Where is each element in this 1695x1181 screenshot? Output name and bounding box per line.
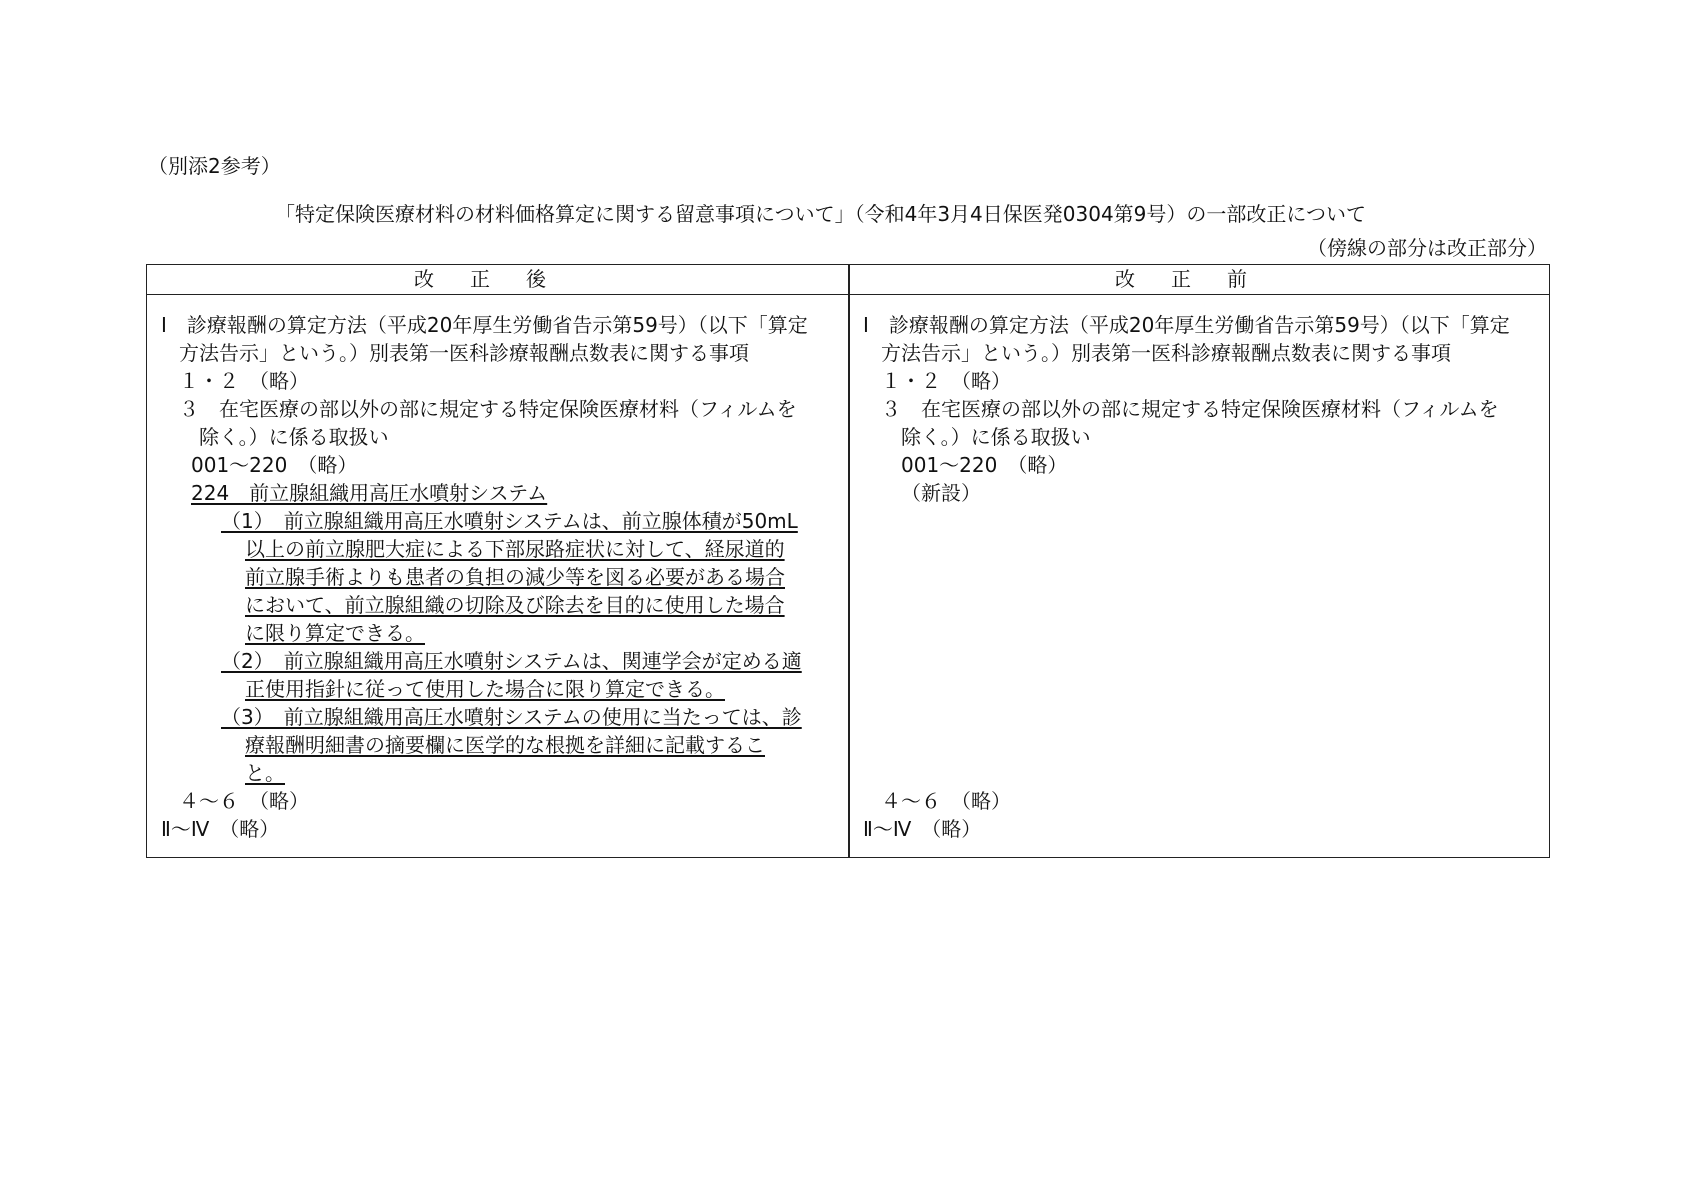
- column-header-after: 改正後: [414, 267, 582, 291]
- after-line-12: に限り算定できる。: [245, 621, 425, 645]
- before-line-19: Ⅱ～Ⅳ （略）: [863, 817, 982, 841]
- after-line-6: 001～220 （略）: [191, 453, 358, 477]
- after-line-4: ３ 在宅医療の部以外の部に規定する特定保険医療材料（フィルムを: [179, 397, 797, 421]
- before-line-5: 除く。）に係る取扱い: [901, 425, 1091, 449]
- after-line-1: Ⅰ 診療報酬の算定方法（平成20年厚生労働省告示第59号）（以下「算定: [161, 313, 808, 337]
- after-line-11: において、前立腺組織の切除及び除去を目的に使用した場合: [245, 593, 785, 617]
- after-line-15: （3） 前立腺組織用高圧水噴射システムの使用に当たっては、診: [221, 705, 802, 729]
- after-line-16: 療報酬明細書の摘要欄に医学的な根拠を詳細に記載するこ: [245, 733, 765, 757]
- before-line-3: １・２ （略）: [881, 369, 1011, 393]
- after-line-17: と。: [245, 761, 285, 785]
- column-divider: [848, 265, 850, 857]
- after-line-3: １・２ （略）: [179, 369, 309, 393]
- column-header-before: 改正前: [1115, 267, 1283, 291]
- before-line-1: Ⅰ 診療報酬の算定方法（平成20年厚生労働省告示第59号）（以下「算定: [863, 313, 1510, 337]
- before-line-7: （新設）: [901, 481, 981, 505]
- after-line-2: 方法告示」という。）別表第一医科診療報酬点数表に関する事項: [179, 341, 749, 365]
- document-title: 「特定保険医療材料の材料価格算定に関する留意事項について」（令和4年3月4日保医発0304第9号）の一部改正について: [275, 202, 1366, 226]
- before-line-18: ４～６ （略）: [881, 789, 1011, 813]
- after-line-9: 以上の前立腺肥大症による下部尿路症状に対して、経尿道的: [245, 537, 785, 561]
- header-note: （別添2参考）: [148, 154, 281, 178]
- before-line-2: 方法告示」という。）別表第一医科診療報酬点数表に関する事項: [881, 341, 1451, 365]
- before-line-4: ３ 在宅医療の部以外の部に規定する特定保険医療材料（フィルムを: [881, 397, 1499, 421]
- after-line-18: ４～６ （略）: [179, 789, 309, 813]
- after-line-13: （2） 前立腺組織用高圧水噴射システムは、関連学会が定める適: [221, 649, 802, 673]
- comparison-table: [146, 264, 1550, 858]
- after-line-7: 224 前立腺組織用高圧水噴射システム: [191, 481, 548, 505]
- before-line-6: 001～220 （略）: [901, 453, 1068, 477]
- after-line-10: 前立腺手術よりも患者の負担の減少等を図る必要がある場合: [245, 565, 785, 589]
- after-line-19: Ⅱ～Ⅳ （略）: [161, 817, 280, 841]
- after-line-14: 正使用指針に従って使用した場合に限り算定できる。: [245, 677, 725, 701]
- after-line-5: 除く。）に係る取扱い: [199, 425, 389, 449]
- document-subtitle: （傍線の部分は改正部分）: [1307, 236, 1547, 260]
- after-line-8: （1） 前立腺組織用高圧水噴射システムは、前立腺体積が50mL: [221, 509, 798, 533]
